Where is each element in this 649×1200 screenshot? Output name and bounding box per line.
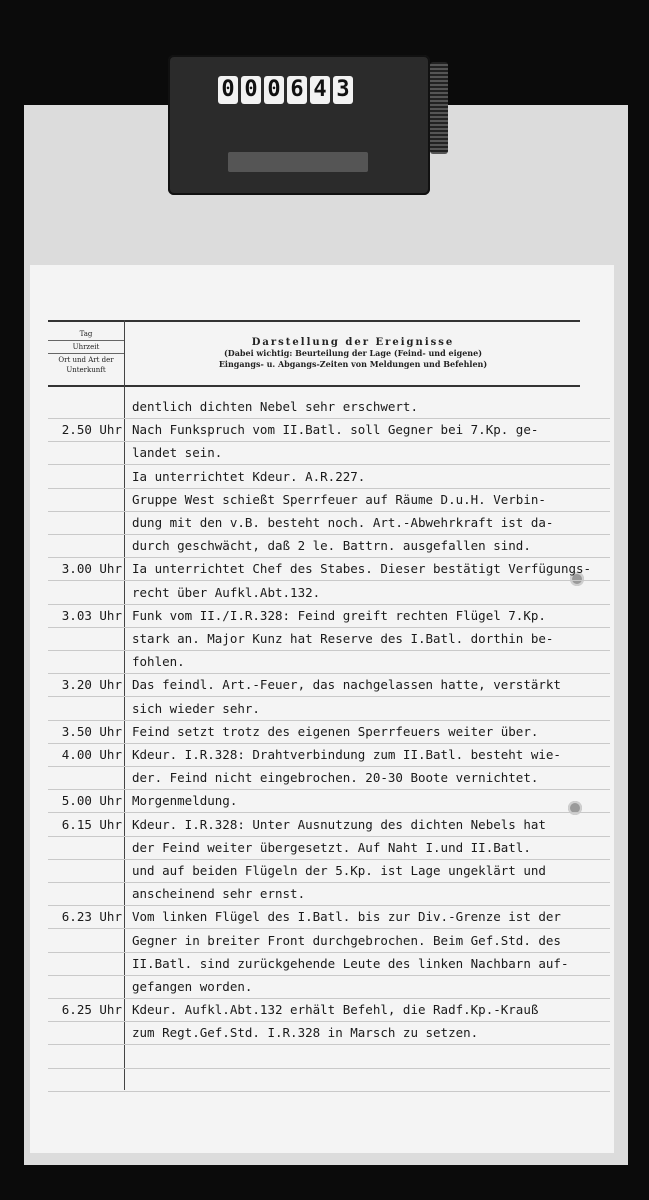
entry-text: Morgenmeldung. — [132, 793, 238, 809]
diary-row — [48, 512, 608, 536]
entry-text: Ia unterrichtet Kdeur. A.R.227. — [132, 468, 366, 484]
entry-text: fohlen. — [132, 654, 185, 670]
counter-digit: 0 — [241, 76, 261, 104]
entry-text: landet sein. — [132, 445, 223, 461]
diary-row — [48, 605, 608, 629]
entry-time: 3.00 Uhr — [61, 561, 122, 577]
diary-row — [48, 674, 608, 698]
diary-row — [48, 790, 608, 814]
entry-time: 6.25 Uhr — [61, 1002, 122, 1018]
counter-digit: 3 — [333, 76, 353, 104]
left-column-header — [48, 328, 124, 376]
entry-text: anscheinend sehr ernst. — [132, 886, 306, 902]
diary-row — [48, 651, 608, 675]
entry-time: 3.03 Uhr — [61, 607, 122, 623]
counter-digit: 4 — [310, 76, 330, 104]
diary-row — [48, 767, 608, 791]
diary-row — [48, 1022, 608, 1046]
ruled-line — [48, 1091, 610, 1092]
entry-text: Kdeur. I.R.328: Drahtverbindung zum II.Batl. besteht wie- — [132, 747, 561, 762]
entry-text: Gruppe West schießt Sperrfeuer auf Räume D.u.H. Verbin- — [132, 491, 546, 507]
header-day: Tag — [48, 328, 124, 341]
entry-time: 3.20 Uhr — [61, 677, 122, 693]
diary-row — [48, 442, 608, 466]
diary-row — [48, 744, 608, 768]
entry-text: Das feindl. Art.-Feuer, das nachgelassen hatte, verstärkt — [132, 677, 561, 693]
diary-row — [48, 860, 608, 884]
header-place: Ort und Art der Unterkunft — [58, 356, 114, 374]
diary-row — [48, 582, 608, 606]
counter-knob — [430, 62, 448, 154]
entry-text: stark an. Major Kunz hat Reserve des I.Batl. dorthin be- — [132, 631, 554, 646]
diary-row — [48, 906, 608, 930]
entry-text: recht über Aufkl.Abt.132. — [132, 584, 321, 600]
entry-text: Kdeur. Aufkl.Abt.132 erhält Befehl, die Radf.Kp.-Krauß — [132, 1002, 539, 1018]
entry-text: II.Batl. sind zurückgehende Leute des linken Nachbarn auf- — [132, 955, 569, 971]
counter-digits — [218, 76, 353, 104]
entry-text: und auf beiden Flügeln der 5.Kp. ist Lage ungeklärt und — [132, 863, 546, 878]
right-column-header — [126, 337, 580, 370]
entry-text: gefangen worden. — [132, 979, 253, 994]
entry-text: der Feind weiter übergesetzt. Auf Naht I.und II.Batl. — [132, 839, 531, 855]
ruled-line — [48, 1068, 610, 1069]
header-time: Uhrzeit — [48, 341, 124, 354]
entry-text: sich wieder sehr. — [132, 700, 260, 716]
entry-text: Ia unterrichtet Chef des Stabes. Dieser bestätigt Verfügungs- — [132, 561, 592, 577]
entry-text: Feind setzt trotz des eigenen Sperrfeuers weiter über. — [132, 723, 539, 739]
diary-row — [48, 930, 608, 954]
header-bottom-rule — [48, 385, 580, 387]
entry-time: 6.15 Uhr — [61, 816, 122, 832]
diary-row — [48, 466, 608, 490]
header-subtitle-1: (Dabei wichtig: Beurteilung der Lage (Feind- und eigene) — [224, 348, 482, 358]
counter-digit: 6 — [287, 76, 307, 104]
diary-row — [48, 976, 608, 1000]
counter-digit: 0 — [218, 76, 238, 104]
entry-text: Funk vom II./I.R.328: Feind greift rechten Flügel 7.Kp. — [132, 607, 546, 623]
diary-row — [48, 535, 608, 559]
diary-row — [48, 396, 608, 420]
entry-text: Kdeur. I.R.328: Unter Ausnutzung des dichten Nebels hat — [132, 816, 546, 832]
header-title: Darstellung der Ereignisse — [251, 337, 455, 348]
diary-row — [48, 999, 608, 1023]
header-top-rule — [48, 320, 580, 322]
entry-time: 4.00 Uhr — [61, 747, 122, 762]
entry-time: 3.50 Uhr — [61, 723, 122, 739]
entry-text: Gegner in breiter Front durchgebrochen. Beim Gef.Std. des — [132, 932, 561, 948]
diary-row — [48, 953, 608, 977]
entry-text: der. Feind nicht eingebrochen. 20-30 Boote vernichtet. — [132, 770, 539, 786]
header-subtitle-2: Eingangs- u. Abgangs-Zeiten von Meldungen und Befehlen) — [218, 359, 488, 369]
entry-text: zum Regt.Gef.Std. I.R.328 in Marsch zu setzen. — [132, 1025, 479, 1041]
diary-row — [48, 628, 608, 652]
entry-time: 5.00 Uhr — [61, 793, 122, 809]
counter-digit: 0 — [264, 76, 284, 104]
entry-text: dung mit den v.B. besteht noch. Art.-Abwehrkraft ist da- — [132, 515, 554, 530]
counter-plate — [228, 152, 368, 172]
diary-row — [48, 419, 608, 443]
diary-row — [48, 814, 608, 838]
diary-row — [48, 558, 608, 582]
diary-row — [48, 698, 608, 722]
diary-row — [48, 883, 608, 907]
diary-row — [48, 837, 608, 861]
entry-time: 2.50 Uhr — [61, 422, 122, 438]
entry-text: Nach Funkspruch vom II.Batl. soll Gegner bei 7.Kp. ge- — [132, 422, 539, 438]
entry-text: durch geschwächt, daß 2 le. Battrn. ausgefallen sind. — [132, 538, 531, 554]
entry-text: dentlich dichten Nebel sehr erschwert. — [132, 399, 418, 414]
entry-time: 6.23 Uhr — [61, 909, 122, 925]
diary-row — [48, 489, 608, 513]
diary-row — [48, 721, 608, 745]
entry-text: Vom linken Flügel des I.Batl. bis zur Div.-Grenze ist der — [132, 909, 561, 925]
